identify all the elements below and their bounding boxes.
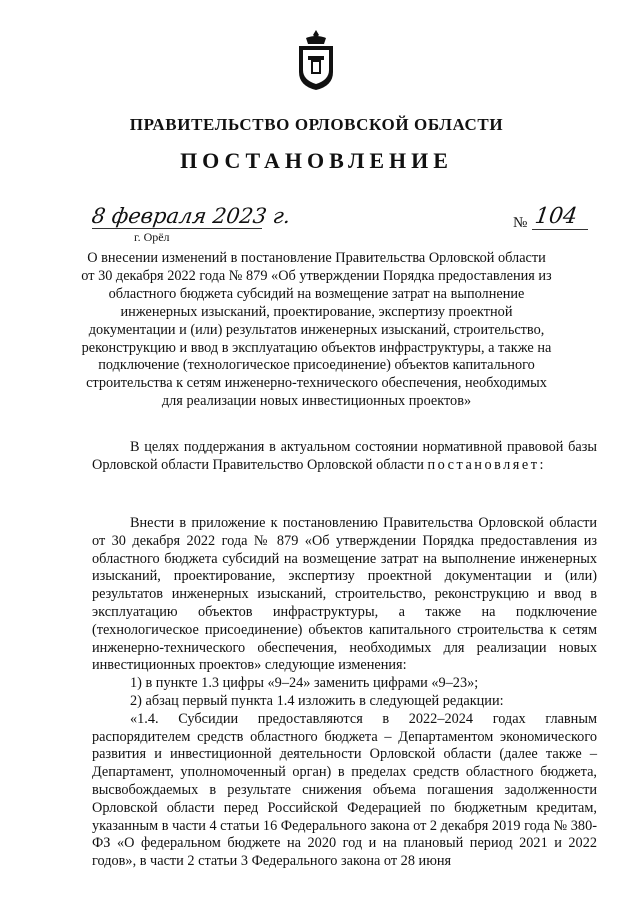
coat-of-arms-emblem	[294, 28, 338, 92]
body-list-item-2: 2) абзац первый пункта 1.4 изложить в следующей редакции:	[130, 692, 504, 709]
body-paragraph-quote: «1.4. Субсидии предоставляются в 2022–2024 годах главным распорядителем средств областного бюджета – Департаментом экономического развития и инвестиционной деятельности Орловской области (далее также – Департамент, уполномоченный орган) в пределах средств областного бюджета, высвобождаемых в результате снижения объема погашения задолженности Орловской области перед Российской Федерацией по бюджетным кредитам, указанным в части 4 статьи 16 Федерального закона от 2 декабря 2019 года № 380-ФЗ «О федеральном бюджете на 2020 год и на плановый период 2021 и 2022 годов», в части 2 статьи 3 Федерального закона от 28 июня	[92, 710, 597, 870]
body-paragraph-main: Внести в приложение к постановлению Правительства Орловской области от 30 декабря 2022 года № 879 «Об утверждении Порядка предоставления из областного бюджета субсидий на возмещение затрат на выполнение инженерных изысканий, проектирование, экспертизу проектной документации и (или) результатов инженерных изысканий, строительство, реконструкцию и ввод в эксплуатацию объектов инфраструктуры, а также на подключение (технологическое присоединение) объектов капитального строительства к сетям инженерно-технического обеспечения, необходимых для реализации новых инвестиционных проектов» следующие изменения:	[92, 515, 597, 674]
number-underline	[532, 229, 588, 230]
body-list-item-1: 1) в пункте 1.3 цифры «9–24» заменить цифрами «9–23»;	[130, 675, 479, 692]
preamble	[92, 439, 597, 475]
preamble-verb: постановляет:	[427, 456, 546, 473]
document-city: г. Орёл	[134, 230, 170, 244]
preamble-text: В целях поддержания в актуальном состоянии нормативной правовой базы Орловской области Правительство Орловской области	[92, 439, 597, 473]
document-number: 104	[533, 204, 579, 229]
document-body	[92, 515, 597, 871]
number-sign: №	[513, 215, 528, 231]
organization-title: ПРАВИТЕЛЬСТВО ОРЛОВСКОЙ ОБЛАСТИ	[129, 115, 504, 134]
date-underline	[92, 228, 262, 229]
document-subject: О внесении изменений в постановление Правительства Орловской области от 30 декабря 2022 года № 879 «Об утверждении Порядка предоставления из областного бюджета субсидий на возмещение затрат на выполнение инженерных изысканий, проектирование, экспертизу проектной документации и (или) результатов инженерных изысканий, строительство, реконструкцию и ввод в эксплуатацию объектов инфраструктуры, а также на подключение (технологическое присоединение) объектов капитального строительства к сетям инженерно-технического обеспечения, необходимых для реализации новых инвестиционных проектов»	[81, 250, 552, 410]
document-date: 8 февраля 2023 г.	[90, 204, 293, 228]
document-type-title: ПОСТАНОВЛЕНИЕ	[180, 148, 453, 173]
